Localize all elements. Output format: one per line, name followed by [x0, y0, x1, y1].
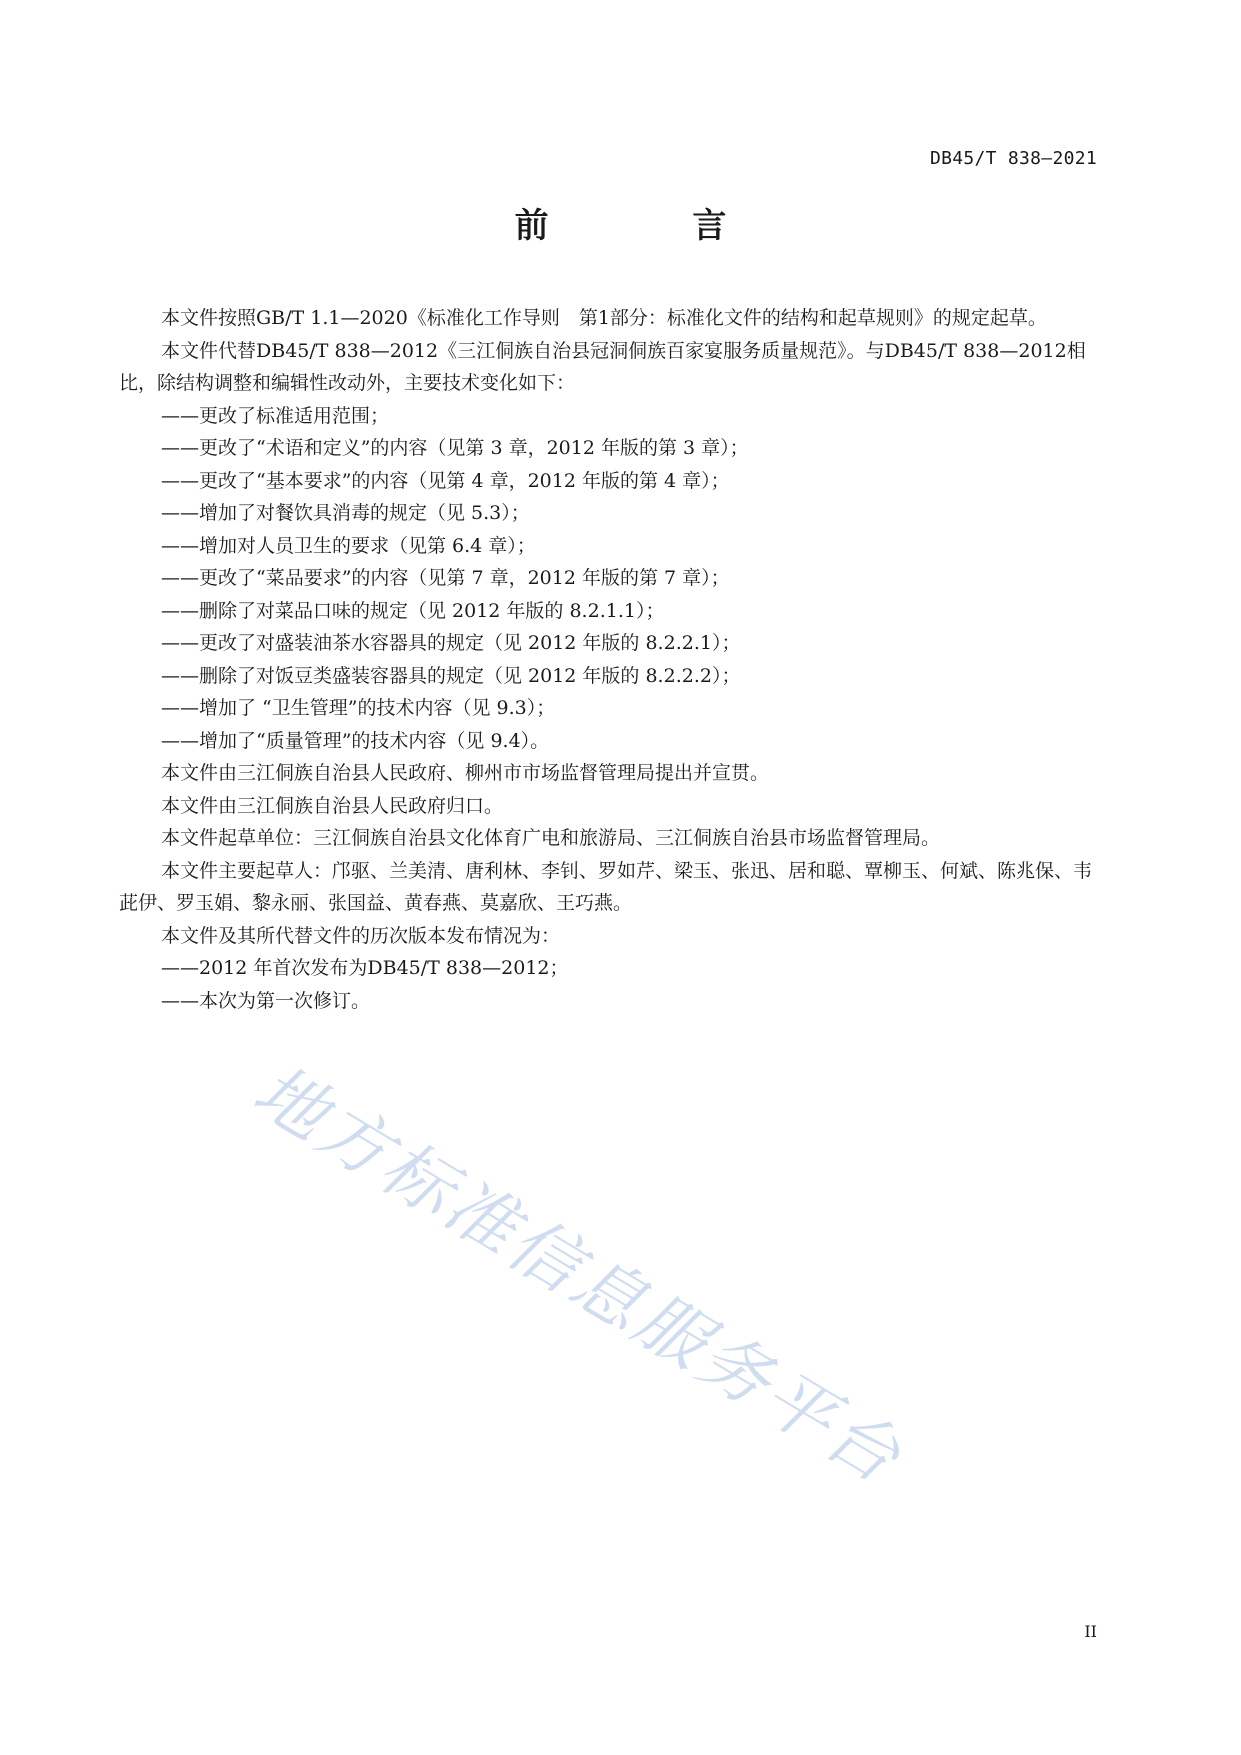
change-list-item: ——更改了对盛装油茶水容器具的规定（见 2012 年版的 8.2.2.1）； — [161, 632, 741, 654]
preface-body — [119, 302, 1097, 1017]
change-list-item: ——删除了对菜品口味的规定（见 2012 年版的 8.2.1.1）； — [161, 599, 665, 622]
paragraph: 本文件起草单位：三江侗族自治县文化体育广电和旅游局、三江侗族自治县市场监督管理局。 — [161, 827, 941, 849]
change-list-item: ——增加了对餐饮具消毒的规定（见 5.3）； — [161, 502, 530, 524]
paragraph: 本文件由三江侗族自治县人民政府、柳州市市场监督管理局提出并宣贯。 — [161, 762, 770, 784]
page-title: 前 言 — [514, 206, 793, 246]
watermark: 地方标准信息服务平台 — [240, 1048, 917, 1501]
paragraph: 本文件及其所代替文件的历次版本发布情况为： — [161, 924, 561, 947]
change-list-item: ——更改了“术语和定义”的内容（见第 3 章，2012 年版的第 3 章）； — [161, 437, 749, 459]
change-list-item: ——更改了“基本要求”的内容（见第 4 章，2012 年版的第 4 章）； — [161, 469, 730, 492]
change-list-item: ——更改了“菜品要求”的内容（见第 7 章，2012 年版的第 7 章）； — [161, 567, 730, 589]
change-list-item: ——更改了标准适用范围； — [161, 404, 390, 427]
page-number: II — [1084, 1622, 1097, 1641]
history-list-item: ——2012 年首次发布为DB45/T 838—2012； — [161, 957, 569, 979]
paragraph: 本文件主要起草人：邝驱、兰美清、唐利林、李钊、罗如芹、梁玉、张迅、居和聪、覃柳玉、何斌、陈兆保、韦茈伊、罗玉娟、黎永丽、张国益、黄春燕、莫嘉欣、王巧燕。 — [119, 859, 1093, 914]
history-list-item: ——本次为第一次修订。 — [161, 989, 371, 1012]
change-list-item: ——删除了对饭豆类盛装容器具的规定（见 2012 年版的 8.2.2.2）； — [161, 664, 741, 687]
change-list-item: ——增加了 “卫生管理”的技术内容（见 9.3）； — [161, 697, 556, 719]
change-list-item: ——增加了“质量管理”的技术内容（见 9.4）。 — [161, 729, 550, 752]
paragraph: 本文件由三江侗族自治县人民政府归口。 — [161, 794, 504, 817]
paragraph: 本文件按照GB/T 1.1—2020《标准化工作导则 第1部分：标准化文件的结构和起草规则》的规定起草。 — [161, 307, 1047, 329]
paragraph: 本文件代替DB45/T 838—2012《三江侗族自治县冠洞侗族百家宴服务质量规范》。与DB45/T 838—2012相比，除结构调整和编辑性改动外，主要技术变化如下： — [119, 339, 1086, 394]
document-code: DB45/T 838—2021 — [929, 148, 1097, 169]
change-list-item: ——增加对人员卫生的要求（见第 6.4 章）； — [161, 534, 536, 557]
